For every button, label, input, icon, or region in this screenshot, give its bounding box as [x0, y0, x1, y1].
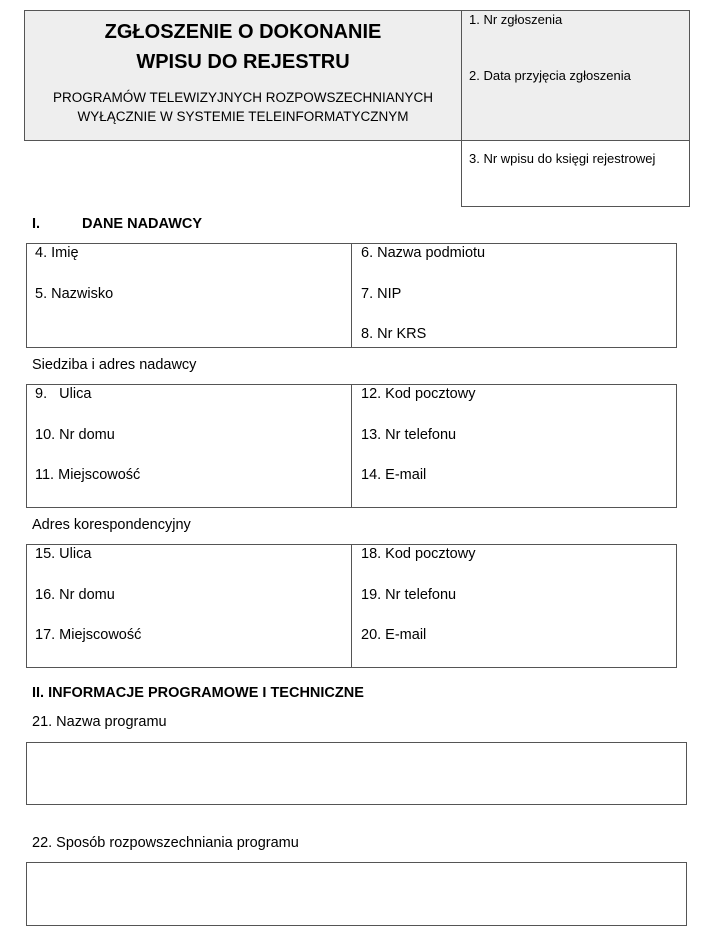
- form-subtitle-line-2: WYŁĄCZNIE W SYSTEMIE TELEINFORMATYCZNYM: [77, 109, 409, 124]
- field-acceptance-date[interactable]: 2. Data przyjęcia zgłoszenia: [469, 68, 631, 83]
- table-divider: [351, 243, 352, 348]
- section-1-number: I.: [32, 216, 41, 232]
- form-subtitle-line-1: PROGRAMÓW TELEWIZYJNYCH ROZPOWSZECHNIANYCH: [52, 90, 434, 105]
- field-seat-house-number[interactable]: 10. Nr domu: [35, 427, 115, 443]
- field-corr-email[interactable]: 20. E-mail: [361, 627, 427, 643]
- field-seat-street[interactable]: 9. Ulica: [35, 386, 92, 402]
- section-1-title: DANE NADAWCY: [82, 216, 203, 232]
- distribution-method-label: 22. Sposób rozpowszechniania programu: [32, 835, 299, 851]
- program-name-label: 21. Nazwa programu: [32, 714, 167, 730]
- form-title-line-1: ZGŁOSZENIE O DOKONANIE: [104, 21, 382, 43]
- form-title-line-2: WPISU DO REJESTRU: [136, 51, 350, 73]
- seat-address-heading: Siedziba i adres nadawcy: [32, 357, 197, 373]
- correspondence-address-heading: Adres korespondencyjny: [32, 517, 191, 533]
- field-corr-street[interactable]: 15. Ulica: [35, 546, 92, 562]
- field-seat-city[interactable]: 11. Miejscowość: [35, 467, 141, 483]
- field-nip[interactable]: 7. NIP: [361, 286, 402, 302]
- field-krs[interactable]: 8. Nr KRS: [361, 326, 427, 342]
- field-application-number[interactable]: 1. Nr zgłoszenia: [469, 12, 563, 27]
- field-corr-postal-code[interactable]: 18. Kod pocztowy: [361, 546, 476, 562]
- field-entity-name[interactable]: 6. Nazwa podmiotu: [361, 245, 486, 261]
- field-seat-phone[interactable]: 13. Nr telefonu: [361, 427, 457, 443]
- field-corr-phone[interactable]: 19. Nr telefonu: [361, 587, 457, 603]
- field-seat-postal-code[interactable]: 12. Kod pocztowy: [361, 386, 476, 402]
- table-divider: [351, 384, 352, 508]
- field-corr-city[interactable]: 17. Miejscowość: [35, 627, 142, 643]
- program-name-input[interactable]: [26, 742, 687, 805]
- field-corr-house-number[interactable]: 16. Nr domu: [35, 587, 115, 603]
- field-first-name[interactable]: 4. Imię: [35, 245, 79, 261]
- table-divider: [351, 544, 352, 668]
- distribution-method-input[interactable]: [26, 862, 687, 926]
- field-last-name[interactable]: 5. Nazwisko: [35, 286, 114, 302]
- field-register-entry-number[interactable]: 3. Nr wpisu do księgi rejestrowej: [469, 151, 656, 166]
- section-2-title: II. INFORMACJE PROGRAMOWE I TECHNICZNE: [32, 685, 364, 701]
- field-seat-email[interactable]: 14. E-mail: [361, 467, 427, 483]
